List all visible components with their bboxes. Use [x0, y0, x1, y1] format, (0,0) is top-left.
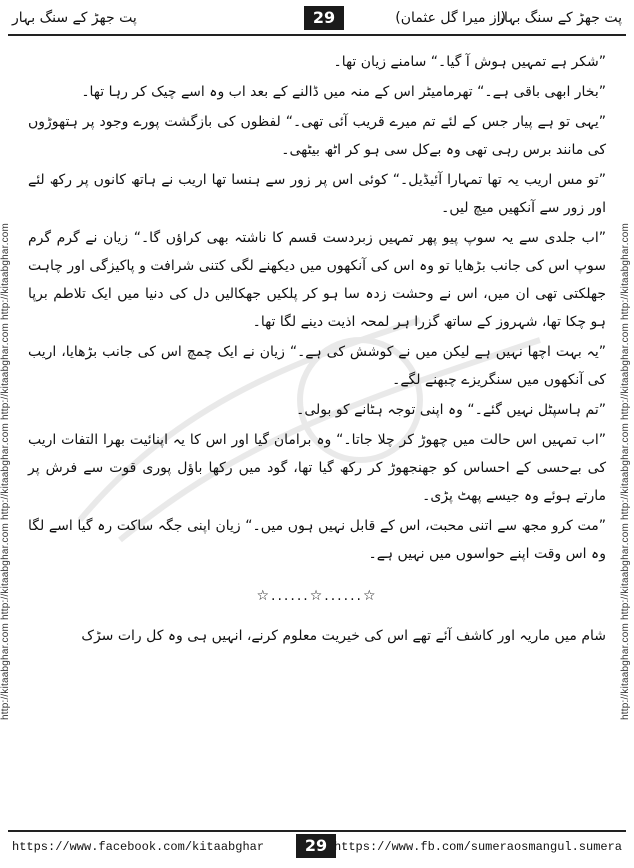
footer-page-number: 29: [296, 834, 336, 858]
paragraph-8: ”اب تمہیں اس حالت میں چھوڑ کر چلا جاتا۔“ وہ برامان گیا اور اس کا یہ اپنائیت بھرا التفات اریب کی بےحسی کے احساس کو جھنجھوڑ کر رکھ گیا تھا، گود میں رکھا باؤل پوری قوت سے فرش پر مارتے ہوئے وہ جیسے پھٹ پڑی۔: [28, 432, 606, 504]
paragraph-3: ”یہی تو ہے پیار جس کے لئے تم میرے قریب آئی تھی۔“ لفظوں کی بازگشت پورے وجود پر ہتھوڑوں کی مانند برس رہی تھی وہ بےکل سی ہو کر اٹھ بیٹھی۔: [28, 114, 606, 158]
page-header: [8, 4, 626, 36]
closing-paragraph: شام میں ماریہ اور کاشف آئے تھے اس کی خیریت معلوم کرنے، انہیں ہی وہ کل رات سڑک: [81, 628, 606, 644]
section-separator: ☆......☆......☆: [256, 588, 378, 604]
header-book-title-right: پت جھڑ کے سنگ بہار: [497, 10, 622, 26]
paragraph-2: ”بخار ابھی باقی ہے۔“ تھرمامیٹر اس کے منہ میں ڈالنے کے بعد اب وہ اسے چیک کر رہا تھا۔: [81, 84, 606, 100]
left-margin-url: http://kitaabghar.com http://kitaabghar.com http://kitaabghar.com http://kitaabghar.com http://kitaabghar.com: [0, 222, 11, 720]
paragraph-6: ”یہ بہت اچھا نہیں ہے لیکن میں نے کوشش کی ہے۔“ زیان نے ایک چمچ اس کی جانب بڑھایا، اریب کی آنکھوں میں سنگریزے چبھنے لگے۔: [28, 344, 606, 388]
paragraph-9: ”مت کرو مجھ سے اتنی محبت، اس کے قابل نہیں ہوں میں۔“ زیان اپنی جگہ ساکت رہ گیا اسے لگا وہ اس وقت اپنے حواسوں میں نہیں ہے۔: [28, 518, 606, 562]
paragraph-7: ”تم ہاسپٹل نہیں گئے۔“ وہ اپنی توجہ ہٹانے کو بولی۔: [296, 402, 606, 418]
paragraph-1: ”شکر ہے تمہیں ہوش آ گیا۔“ سامنے زیان تھا۔: [333, 54, 606, 70]
footer-author-link[interactable]: https://www.fb.com/sumeraosmangul.sumera: [333, 840, 622, 854]
page-footer: [8, 830, 626, 860]
footer-facebook-link[interactable]: https://www.facebook.com/kitaabghar: [12, 840, 265, 854]
header-author: (از میرا گل عثمان): [395, 10, 506, 26]
header-page-number: 29: [304, 6, 344, 30]
page-body: [28, 48, 606, 808]
header-book-title-left: پت جھڑ کے سنگ بہار: [12, 10, 137, 26]
paragraph-4: ”تو مس اریب یہ تھا تمہارا آئیڈیل۔“ کوئی اس پر زور سے ہنسا تھا اریب نے ہاتھ کانوں پر رکھ لئے اور زور سے آنکھیں میچ لیں۔: [28, 172, 606, 216]
paragraph-5: ”اب جلدی سے یہ سوپ پیو پھر تمہیں زبردست قسم کا ناشتہ بھی کراؤں گا۔“ زیان نے گرم گرم سوپ اس کی جانب بڑھایا تو وہ اس کی آنکھوں میں دیکھنے لگی کتنی شرافت و پاکیزگی اور چاہت جھلکتی تھی ان میں، اس نے وحشت زدہ سا ہو کر پلکیں جھکالیں دل کی دنیا میں ایک تلاطم برپا ہو چکا تھا، شہروز کے ساتھ گزرا ہر لمحہ اذیت دینے لگا تھا۔: [28, 230, 606, 330]
right-margin-url: http://kitaabghar.com http://kitaabghar.com http://kitaabghar.com http://kitaabghar.com http://kitaabghar.com: [620, 222, 631, 720]
